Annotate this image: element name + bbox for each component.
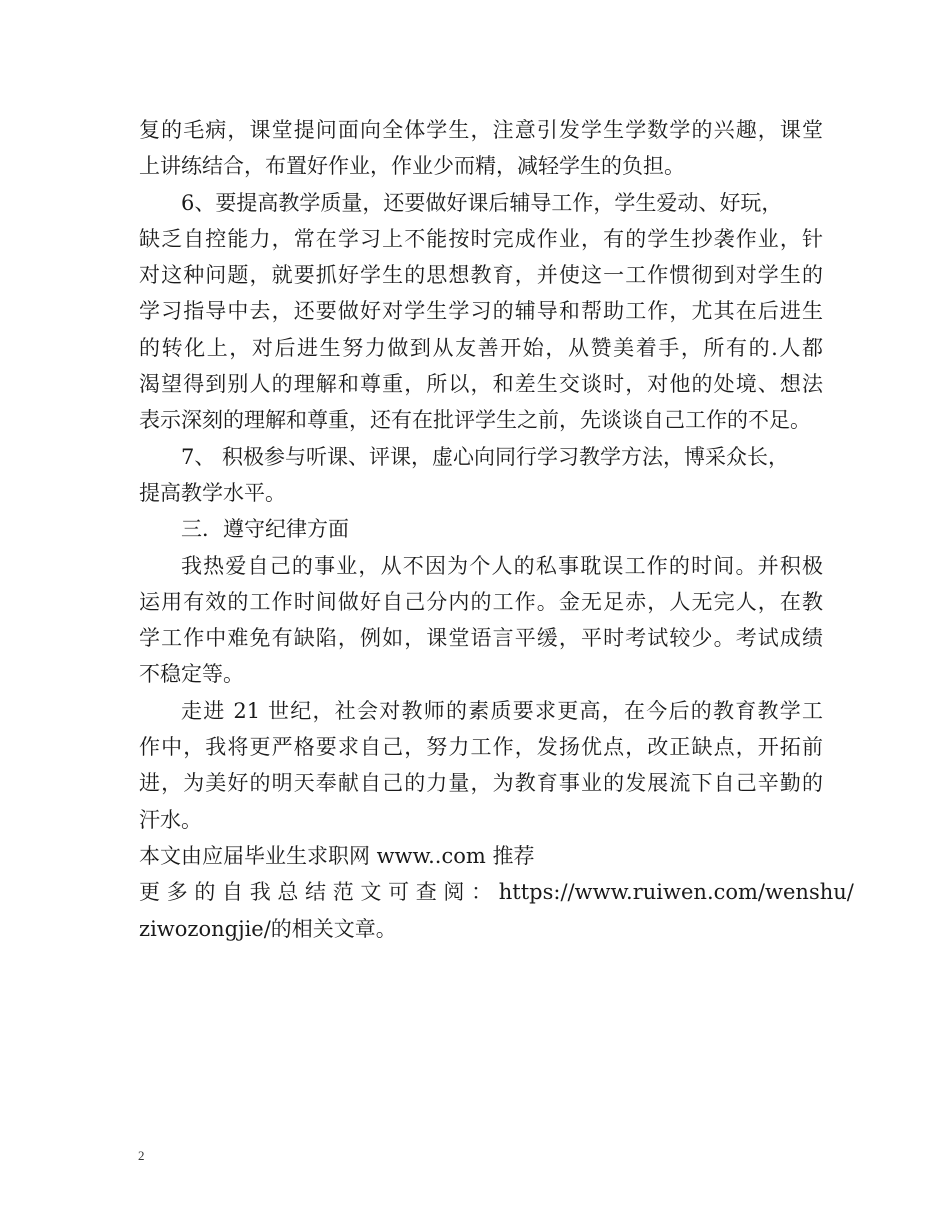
document-body bbox=[139, 112, 854, 947]
more-articles-link-line-2: ziwozongjie/的相关文章。 bbox=[139, 916, 397, 941]
text-line-3: 6、要提高教学质量，还要做好课后辅导工作，学生爱动、好玩， bbox=[181, 190, 783, 215]
text-line-13: 我热爱自己的事业，从不因为个人的私事耽误工作的时间。并积极 bbox=[181, 553, 823, 578]
source-note: 本文由应届毕业生求职网 www..com 推荐 bbox=[139, 843, 535, 868]
text-line-11: 提高教学水平。 bbox=[139, 480, 286, 505]
page-number: 2 bbox=[138, 1148, 145, 1163]
text-line-9: 表示深刻的理解和尊重，还有在批评学生之前，先谈谈自己工作的不足。 bbox=[139, 408, 811, 433]
text-line-17: 走进 21 世纪，社会对教师的素质要求更高，在今后的教育教学工 bbox=[181, 698, 823, 723]
text-line-1: 复的毛病，课堂提问面向全体学生，注意引发学生学数学的兴趣，课堂 bbox=[139, 118, 823, 142]
text-line-10: 7、 积极参与听课、评课，虚心向同行学习教学方法，博采众长， bbox=[181, 444, 790, 469]
text-line-2: 上讲练结合，布置好作业，作业少而精，减轻学生的负担。 bbox=[139, 154, 685, 179]
text-line-4: 缺乏自控能力，常在学习上不能按时完成作业，有的学生抄袭作业，针 bbox=[139, 226, 823, 251]
text-line-6: 学习指导中去，还要做好对学生学习的辅导和帮助工作，尤其在后进生 bbox=[139, 299, 823, 324]
text-line-8: 渴望得到别人的理解和尊重，所以，和差生交谈时，对他的处境、想法 bbox=[139, 372, 823, 397]
text-line-19: 进，为美好的明天奉献自己的力量，为教育事业的发展流下自己辛勤的 bbox=[139, 771, 823, 796]
text-line-7: 的转化上，对后进生努力做到从友善开始，从赞美着手，所有的.人都 bbox=[139, 335, 823, 360]
text-line-16: 不稳定等。 bbox=[139, 662, 244, 687]
text-line-15: 学工作中难免有缺陷，例如，课堂语言平缓，平时考试较少。考试成绩 bbox=[139, 626, 823, 651]
text-line-18: 作中，我将更严格要求自己，努力工作，发扬优点，改正缺点，开拓前 bbox=[139, 735, 823, 760]
text-line-5: 对这种问题，就要抓好学生的思想教育，并使这一工作惯彻到对学生的 bbox=[139, 263, 823, 288]
text-line-14: 运用有效的工作时间做好自己分内的工作。金无足赤，人无完人，在教 bbox=[139, 589, 823, 614]
more-articles-link-line-1: 更 多 的 自 我 总 结 范 文 可 查 阅 ： https://www.ruiwen.com/wenshu/ bbox=[139, 880, 854, 905]
text-line-20: 汗水。 bbox=[139, 807, 202, 832]
section-heading: 三．遵守纪律方面 bbox=[181, 517, 349, 542]
